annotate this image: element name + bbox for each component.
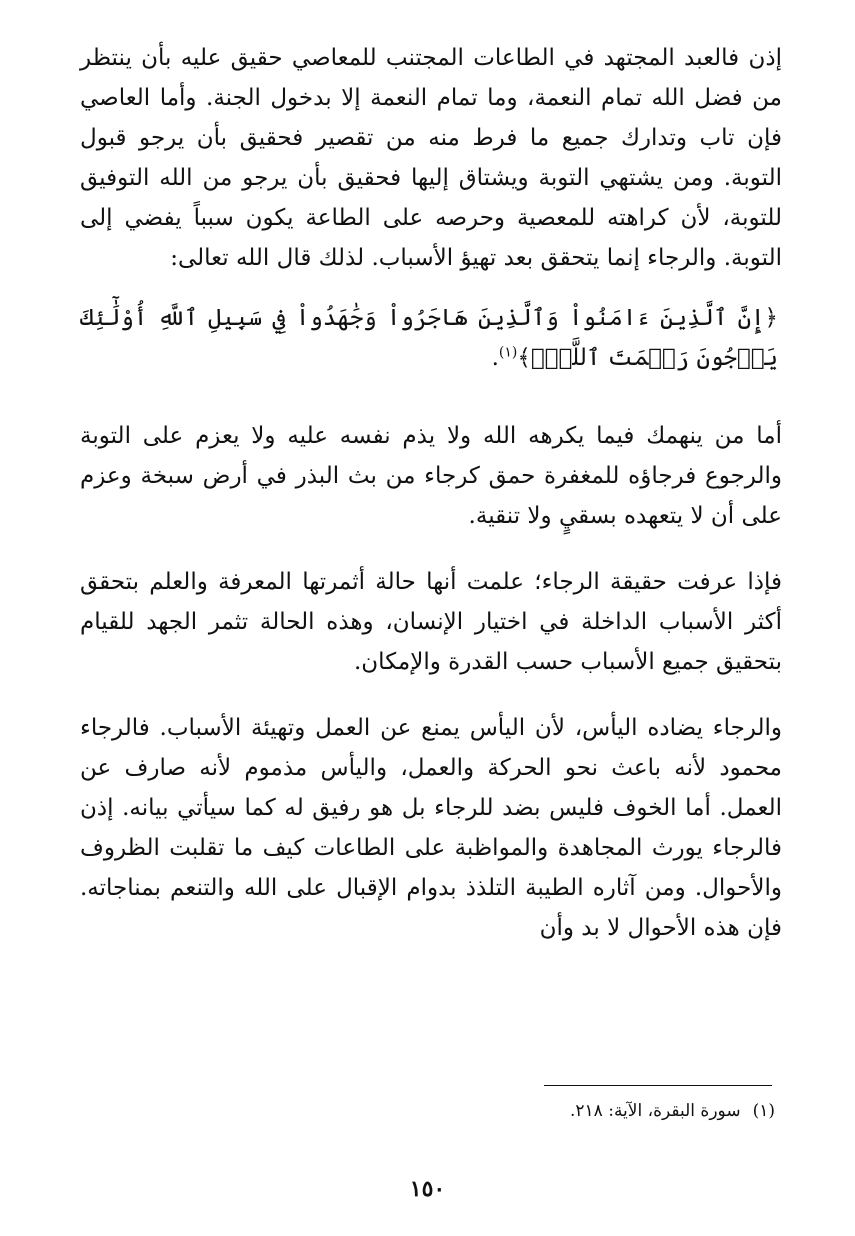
quran-verse bbox=[80, 298, 782, 378]
page-body bbox=[80, 38, 782, 948]
paragraph-4: والرجاء يضاده اليأس، لأن اليأس يمنع عن العمل وتهيئة الأسباب. فالرجاء محمود لأنه باعث نحو الحركة والعمل، واليأس مذموم لأنه صارف عن العمل. أما الخوف فليس بضد للرجاء بل هو رفيق له كما سيأتي بيانه. إذن فالرجاء يورث المجاهدة والمواظبة على الطاعات كيف ما تقلبت الظروف والأحوال. ومن آثاره الطيبة التلذذ بدوام الإقبال على الله والتنعم بمناجاته. فإن هذه الأحوال لا بد وأن bbox=[80, 715, 782, 941]
paragraph-2: أما من ينهمك فيما يكرهه الله ولا يذم نفسه عليه ولا يعزم على التوبة والرجوع فرجاؤه للمغفرة حمق كرجاء من بث البذر في أرض سبخة وعزم على أن لا يتعهده بسقيٍ ولا تنقية. bbox=[80, 423, 782, 529]
footnote-text: سورة البقرة، الآية: ٢١٨. bbox=[570, 1101, 741, 1121]
footnote-divider bbox=[544, 1085, 772, 1086]
paragraph-1: إذن فالعبد المجتهد في الطاعات المجتنب للمعاصي حقيق عليه بأن ينتظر من فضل الله تمام النعمة، وما تمام النعمة إلا بدخول الجنة. وأما العاصي فإن تاب وتدارك جميع ما فرط منه من تقصير فحقيق بأن يرجو قبول التوبة. ومن يشتهي التوبة ويشتاق إليها فحقيق بأن يرجو من الله التوفيق للتوبة، لأن كراهته للمعصية وحرصه على الطاعة يكون سبباً يفضي إلى التوبة. والرجاء إنما يتحقق بعد تهيؤ الأسباب. لذلك قال الله تعالى: bbox=[80, 45, 782, 271]
paragraph-3: فإذا عرفت حقيقة الرجاء؛ علمت أنها حالة أثمرتها المعرفة والعلم بتحقق أكثر الأسباب الداخلة في اختيار الإنسان، وهذه الحالة تثمر الجهد للقيام بتحقيق جميع الأسباب حسب القدرة والإمكان. bbox=[80, 569, 782, 675]
footnote-number: (١) bbox=[752, 1101, 775, 1121]
footnote bbox=[73, 1098, 775, 1124]
quran-verse-end: . bbox=[491, 345, 499, 371]
page-number: ١٥٠ bbox=[409, 1176, 446, 1202]
footnote-ref: (١) bbox=[498, 344, 518, 361]
quran-verse-text: ﴿إِنَّ ٱلَّذِينَ ءَامَنُواْ وَٱلَّذِينَ هَاجَرُواْ وَجَٰهَدُواْ فِي سَبِيلِ ٱللَّهِ أُوْلَٰٓئِكَ يَرۡجُونَ رَحۡمَتَ ٱللَّهِۚ﴾ bbox=[80, 305, 778, 371]
